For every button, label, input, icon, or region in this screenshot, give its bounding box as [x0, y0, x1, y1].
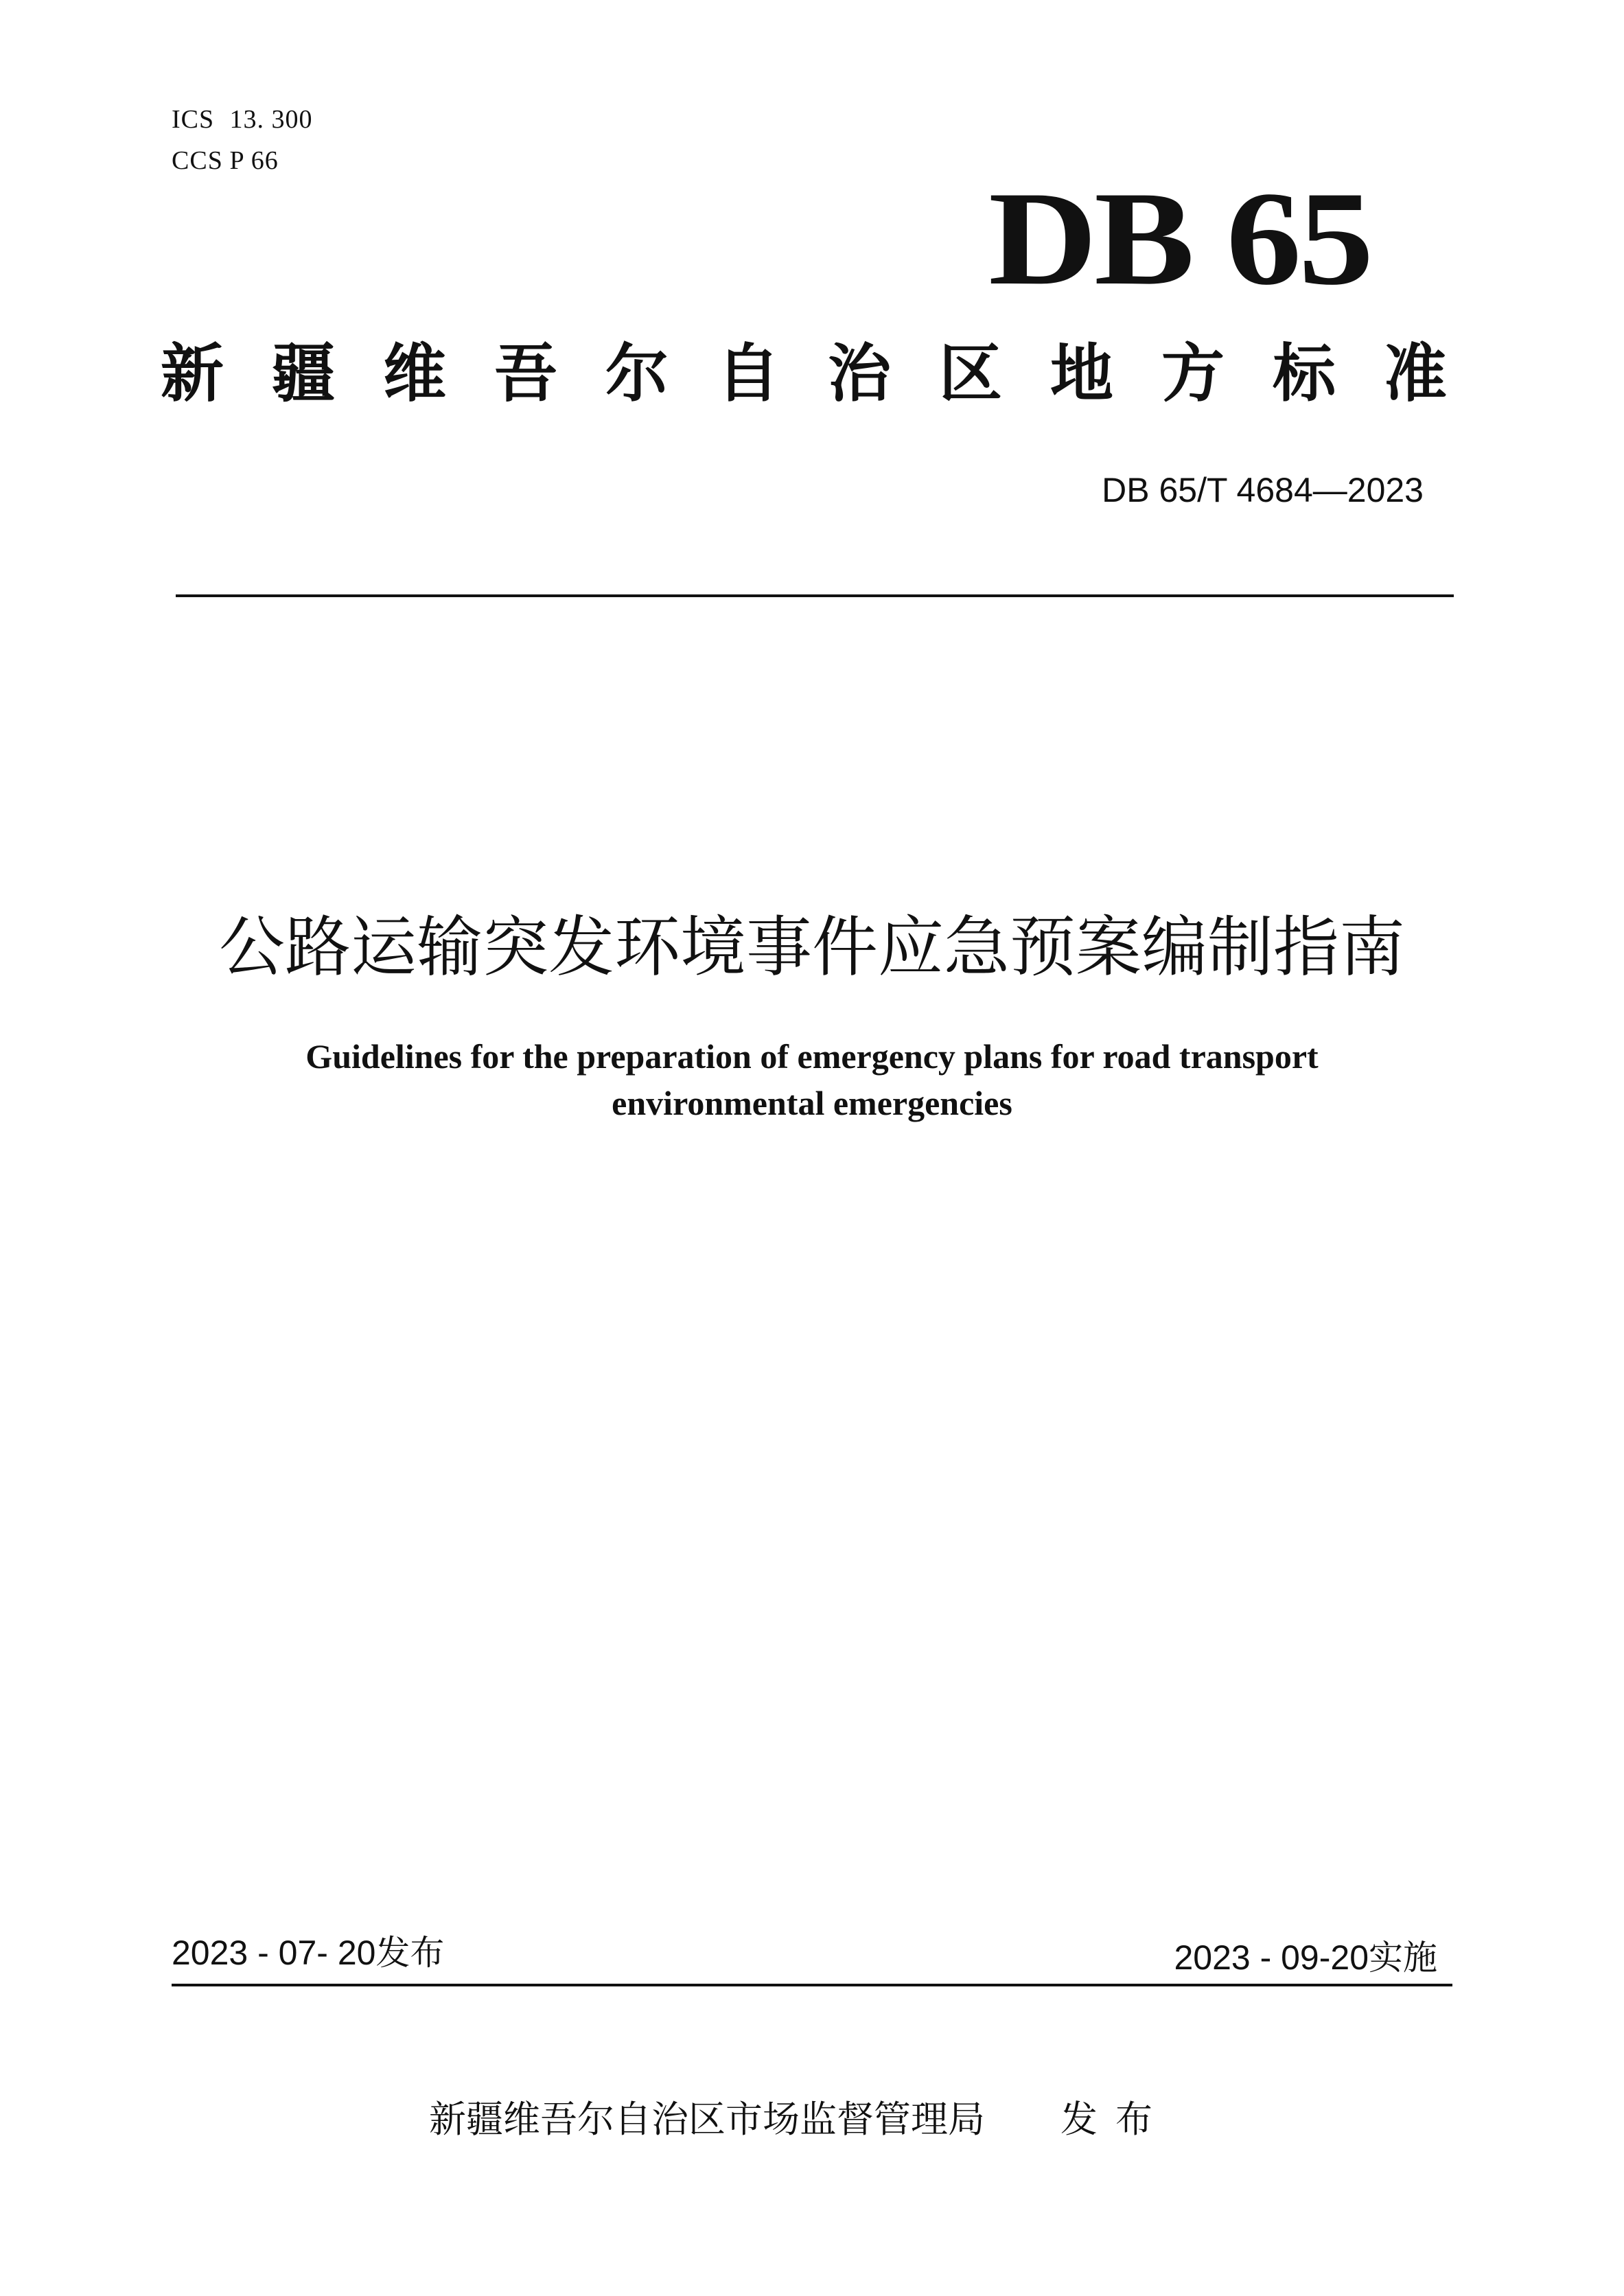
- ics-code: 13. 300: [229, 105, 313, 134]
- db-logo: DB 65: [988, 164, 1371, 313]
- publish-label: 发布: [1060, 2098, 1170, 2141]
- bottom-divider: [172, 1984, 1452, 1986]
- document-title-chinese: 公路运输突发环境事件应急预案编制指南: [219, 909, 1405, 986]
- standard-type-heading: 新疆维吾尔自治区地方标准: [161, 337, 1496, 410]
- publisher-name: 新疆维吾尔自治区市场监督管理局: [429, 2098, 985, 2141]
- document-title-english: [0, 1033, 1624, 1126]
- ccs-classification: [172, 146, 279, 176]
- issue-date: 2023 - 07- 20发布: [172, 1934, 445, 1972]
- ccs-code: P 66: [229, 146, 279, 175]
- english-title-line-1: Guidelines for the preparation of emergency plans for road transport: [305, 1037, 1319, 1076]
- ics-label: ICS: [172, 105, 215, 134]
- implementation-date: 2023 - 09-20实施: [1174, 1938, 1437, 1977]
- top-divider: [176, 594, 1454, 597]
- ccs-label: CCS: [172, 146, 223, 175]
- standard-number: DB 65/T 4684—2023: [1102, 471, 1424, 509]
- ics-classification: [172, 104, 313, 135]
- english-title-line-2: environmental emergencies: [612, 1084, 1012, 1122]
